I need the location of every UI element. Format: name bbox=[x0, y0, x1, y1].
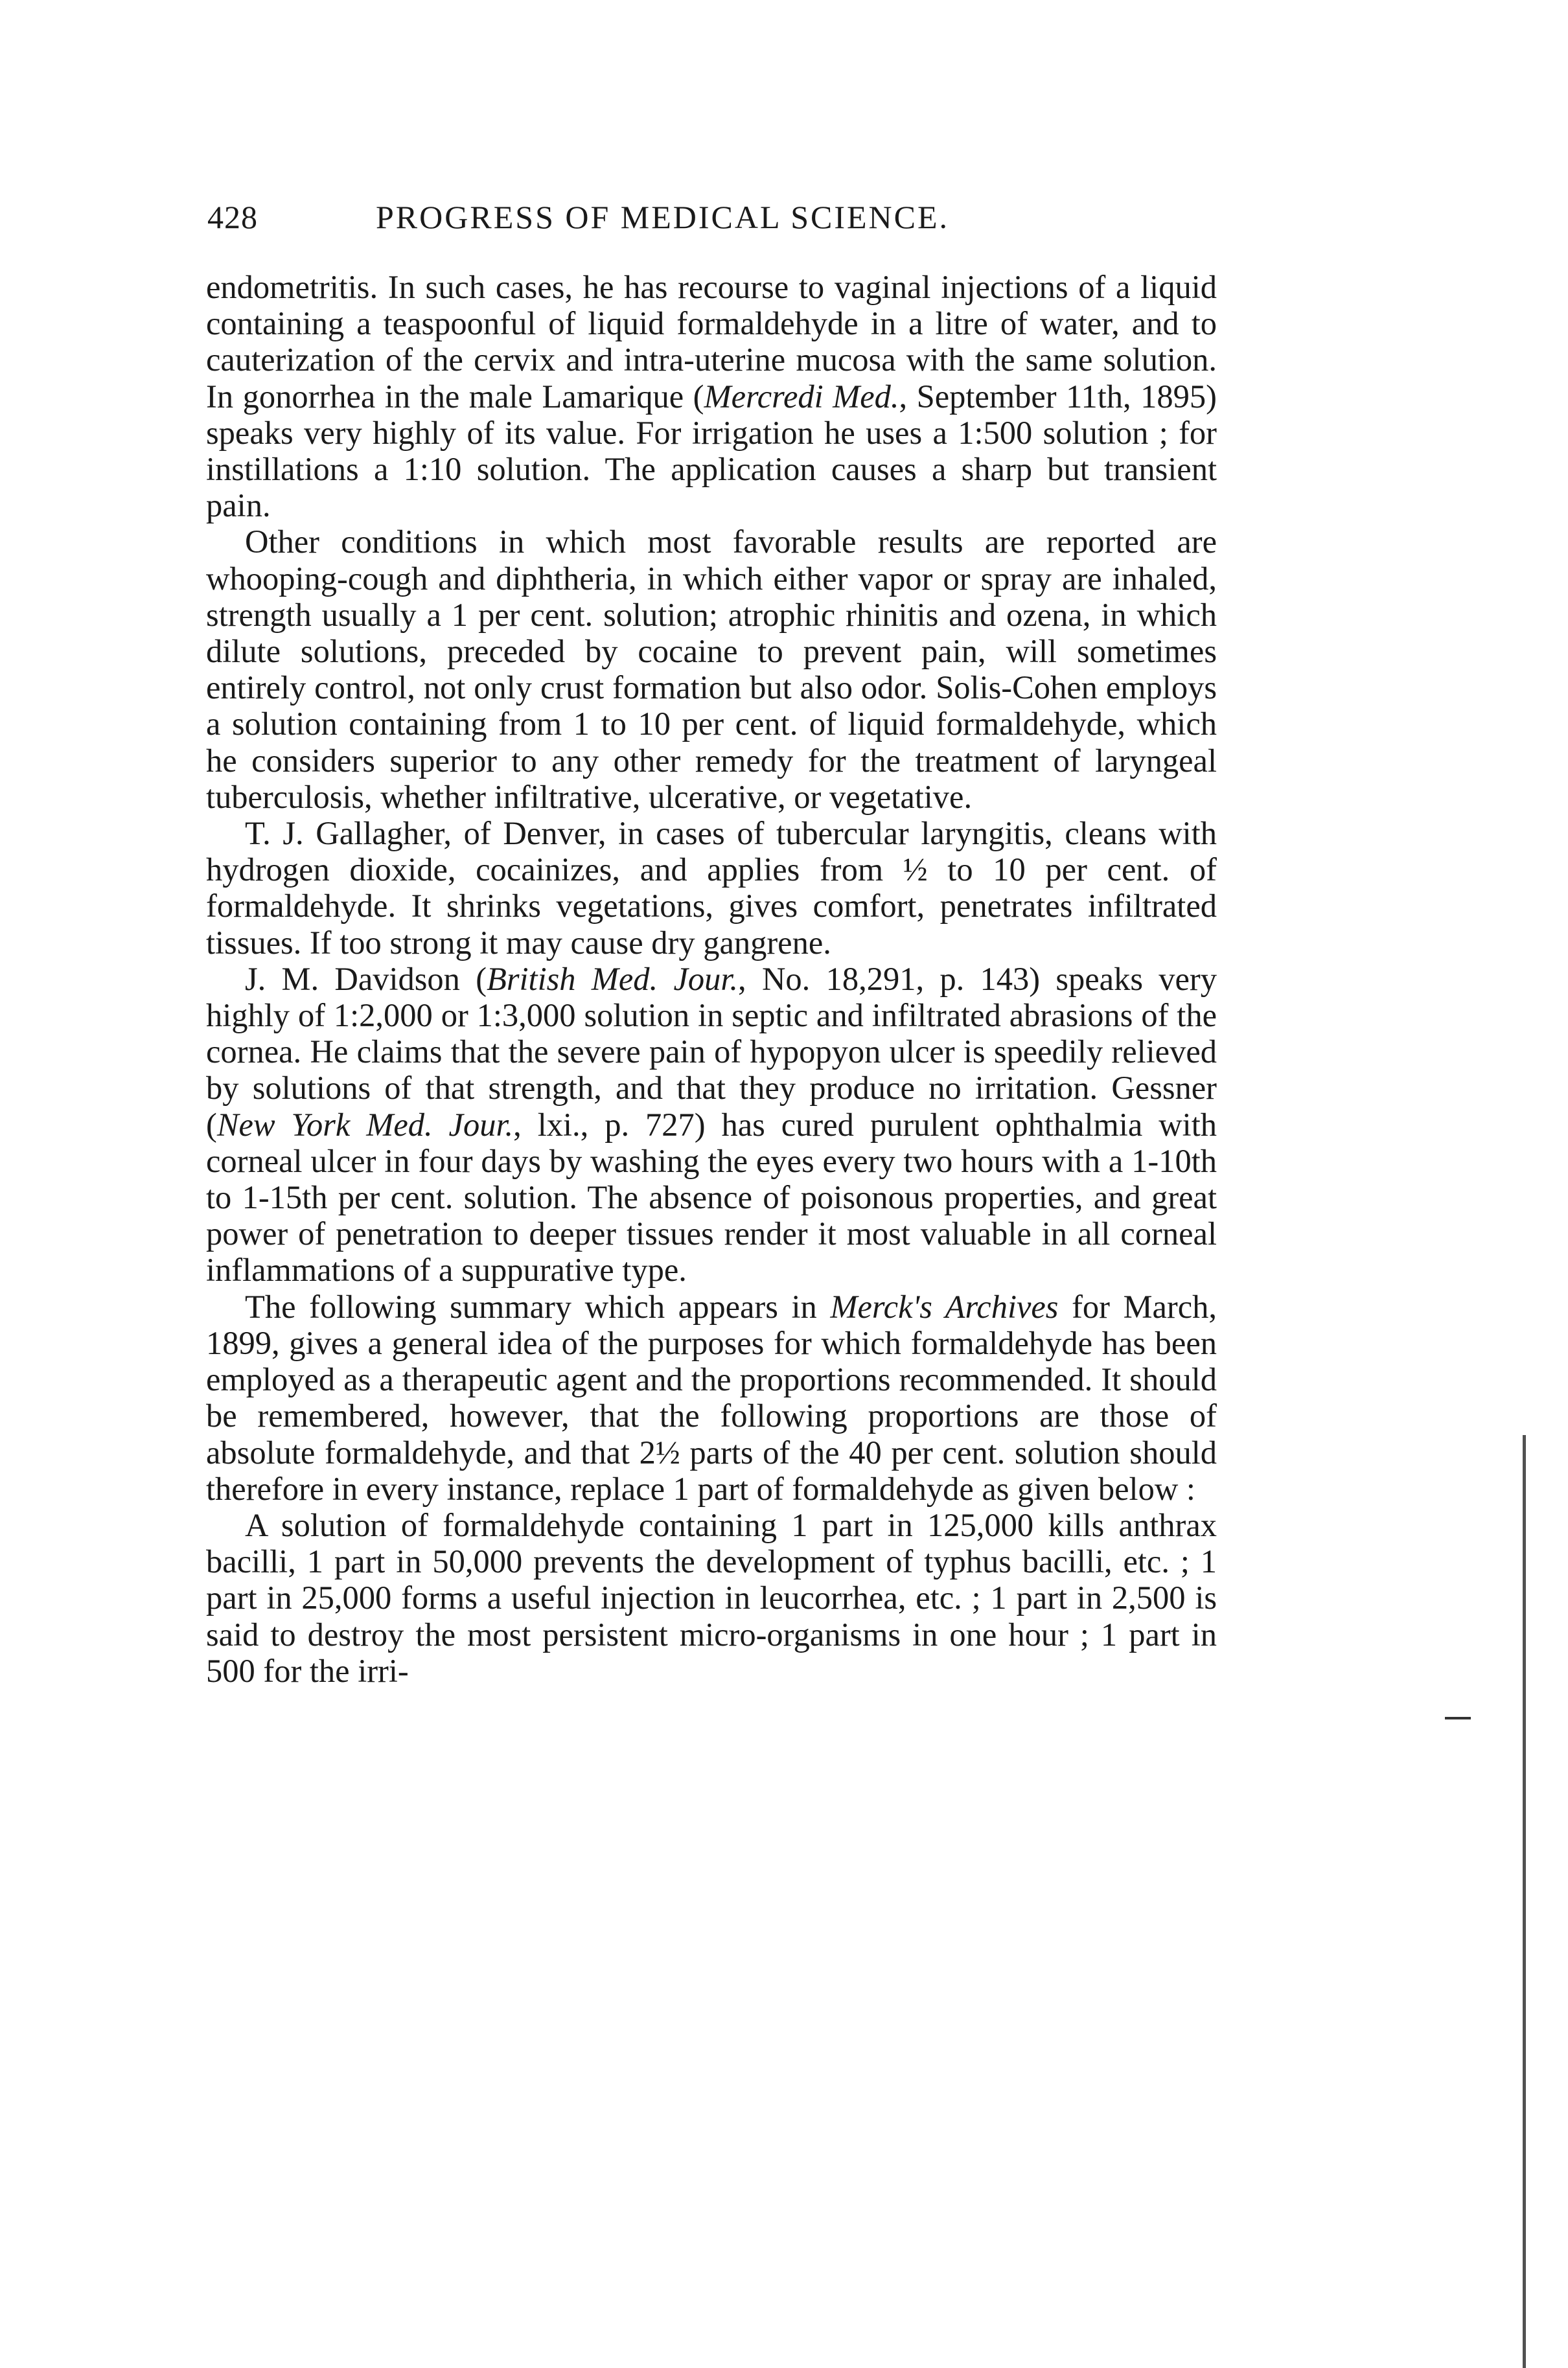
text-run: for March, 1899, gives a general idea of the purposes for which formaldehyde has been employed as a therapeutic agent and the proportions recommended. It should be remembered, however, that the following proportions are those of absolute formaldehyde, and that 2½ parts of the 40 per cent. solution should therefore in every instance, replace 1 part of formaldehyde as given below : bbox=[206, 1288, 1217, 1507]
text-run: The following summary which appears in bbox=[245, 1288, 831, 1325]
page-number: 428 bbox=[207, 199, 258, 235]
text-run: , lxi., p. 727) has cured purulent ophthalmia with corneal ulcer in four days by washing the eyes every two hours with a 1-10th to 1-15th per cent. solution. The absence of poisonous properties, and great power of penetration to deeper tissues render it most valuable in all corneal inflammations of a suppurative type. bbox=[206, 1106, 1217, 1289]
running-head: PROGRESS OF MEDICAL SCIENCE. bbox=[376, 199, 950, 235]
italic-citation: British Med. Jour. bbox=[487, 960, 739, 997]
margin-mark bbox=[1445, 1717, 1471, 1719]
margin-rule bbox=[1523, 1435, 1526, 2368]
text-run: , No. 18,291, p. 143) speaks very highly of 1:2,000 or 1:3,000 solution in septic and infiltrated abrasions of the cornea. He claims that the severe pain of hypopyon ulcer is speedily relieved by solutions of that strength, and that they produce no irritation. Gessner ( bbox=[206, 960, 1217, 1143]
paragraph bbox=[206, 523, 1217, 815]
paragraph bbox=[206, 1289, 1217, 1507]
text-run: Other conditions in which most favorable results are reported are whooping-cough and diphtheria, in which either vapor or spray are inhaled, strength usually a 1 per cent. solution; atrophic rhinitis and ozena, in which dilute solutions, preceded by cocaine to prevent pain, will sometimes entirely control, not only crust formation but also odor. Solis-Cohen employs a solution containing from 1 to 10 per cent. of liquid formaldehyde, which he considers superior to any other remedy for the treatment of laryngeal tuberculosis, whether infiltrative, ulcerative, or vegetative. bbox=[206, 523, 1217, 815]
page-header bbox=[207, 194, 1225, 246]
text-run: J. M. Davidson ( bbox=[245, 960, 487, 997]
paragraph bbox=[206, 815, 1217, 961]
italic-citation: New York Med. Jour. bbox=[216, 1106, 514, 1143]
italic-citation: Merck's Archives bbox=[830, 1288, 1059, 1325]
paragraph bbox=[206, 269, 1217, 523]
text-run: endometritis. In such cases, he has recourse to vaginal injections of a liquid containing a teaspoonful of liquid formaldehyde in a litre of water, and to cauterization of the cervix and intra-uterine mucosa with the same solution. In gonorrhea in the male Lamarique ( bbox=[206, 269, 1217, 415]
text-run: , September 11th, 1895) speaks very highly of its value. For irrigation he uses a 1:500 solution ; for instillations a 1:10 solution. The application causes a sharp but transient pain. bbox=[206, 378, 1217, 524]
paragraph bbox=[206, 961, 1217, 1289]
text-run: A solution of formaldehyde containing 1 part in 125,000 kills anthrax bacilli, 1 part in 50,000 prevents the development of typhus bacilli, etc. ; 1 part in 25,000 forms a useful injection in leucorrhea, etc. ; 1 part in 2,500 is said to destroy the most persistent micro-organisms in one hour ; 1 part in 500 for the irri- bbox=[206, 1506, 1217, 1689]
body-text bbox=[206, 269, 1217, 1689]
paragraph bbox=[206, 1507, 1217, 1689]
italic-citation: Mercredi Med. bbox=[704, 378, 899, 415]
text-run: T. J. Gallagher, of Denver, in cases of tubercular laryngitis, cleans with hydrogen dioxide, cocainizes, and applies from ½ to 10 per cent. of formaldehyde. It shrinks vegetations, gives comfort, penetrates infiltrated tissues. If too strong it may cause dry gangrene. bbox=[206, 815, 1217, 961]
